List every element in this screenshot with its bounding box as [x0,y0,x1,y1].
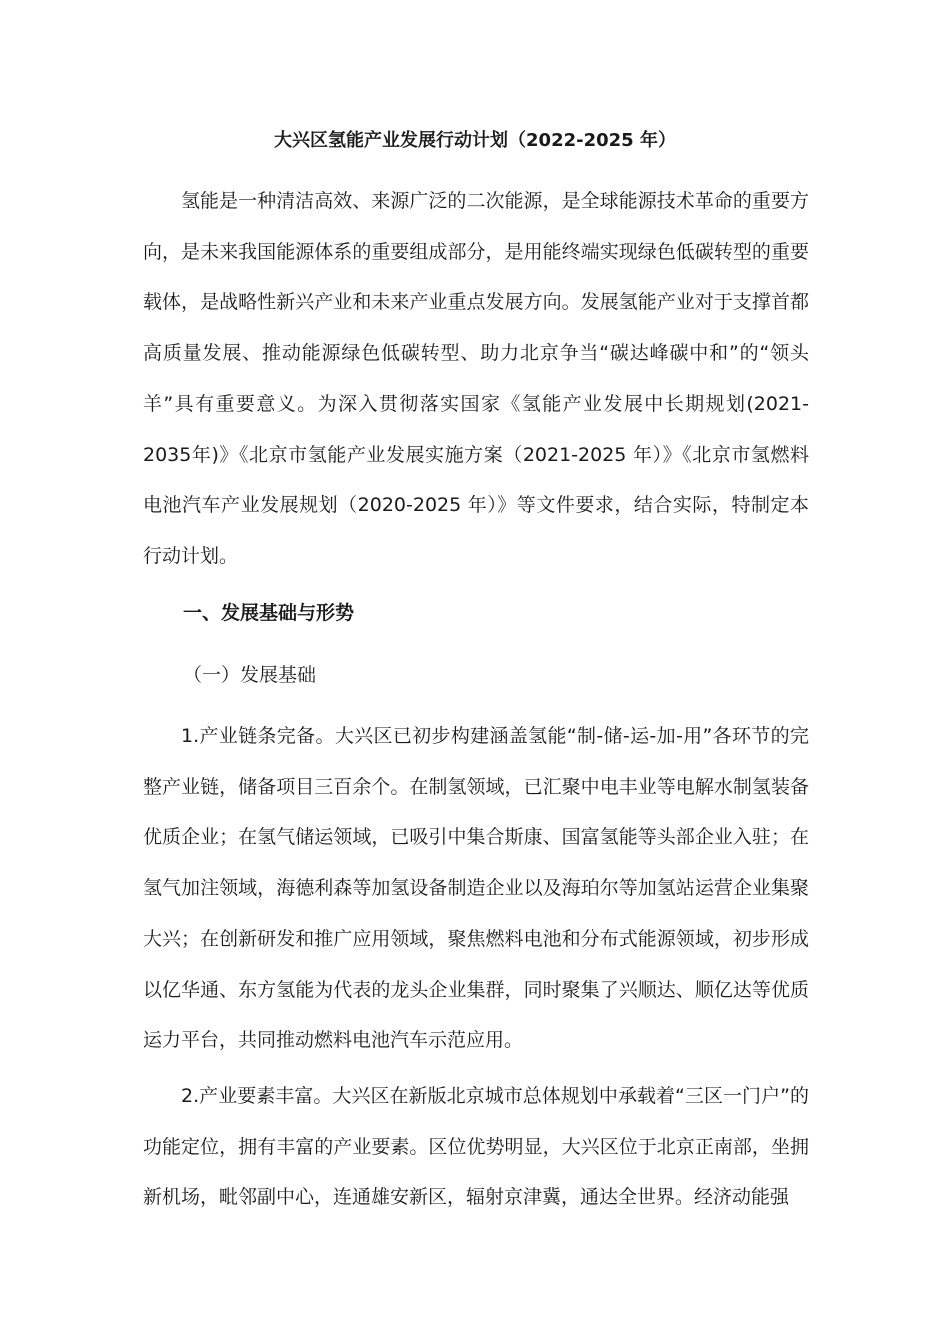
paragraph-text: 1.产业链条完备。大兴区已初步构建涵盖氢能“制-储-运-加-用”各环节的完整产业链，储备项目三百余个。在制氢领域，已汇聚中电丰业等电解水制氢装备优质企业；在氢气储运领域，已吸引中集合斯康、国富氢能等头部企业入驻；在氢气加注领域，海德利森等加氢设备制造企业以及海珀尔等加氢站运营企业集聚大兴；在创新研发和推广应用领域，聚焦燃料电池和分布式能源领域，初步形成以亿华通、东方氢能为代表的龙头企业集群，同时聚集了兴顺达、顺亿达等优质运力平台，共同推动燃料电池汽车示范应用。 [143,725,809,1052]
paragraph-industry-elements [143,1071,809,1223]
intro-paragraph [143,176,809,582]
intro-text: 氢能是一种清洁高效、来源广泛的二次能源，是全球能源技术革命的重要方向，是未来我国能源体系的重要组成部分，是用能终端实现绿色低碳转型的重要载体，是战略性新兴产业和未来产业重点发展方向。发展氢能产业对于支撑首都高质量发展、推动能源绿色低碳转型、助力北京争当“碳达峰碳中和”的“领头羊”具有重要意义。为深入贯彻落实国家《氢能产业发展中长期规划(2021-2035年)》《北京市氢能产业发展实施方案（2021-2025 年）》《北京市氢燃料电池汽车产业发展规划（2020-2025 年）》等文件要求，结合实际，特制定本行动计划。 [143,190,809,567]
section-heading: 一、发展基础与形势 [183,602,355,624]
paragraph-text: 2.产业要素丰富。大兴区在新版北京城市总体规划中承载着“三区一门户”的功能定位，拥有丰富的产业要素。区位优势明显，大兴区位于北京正南部，坐拥新机场，毗邻副中心，连通雄安新区，辐射京津冀，通达全世界。经济动能强 [143,1085,809,1209]
document-title: 大兴区氢能产业发展行动计划（2022-2025 年） [274,130,676,151]
subsection-heading: （一）发展基础 [183,664,317,686]
paragraph-industry-chain [143,711,809,1066]
